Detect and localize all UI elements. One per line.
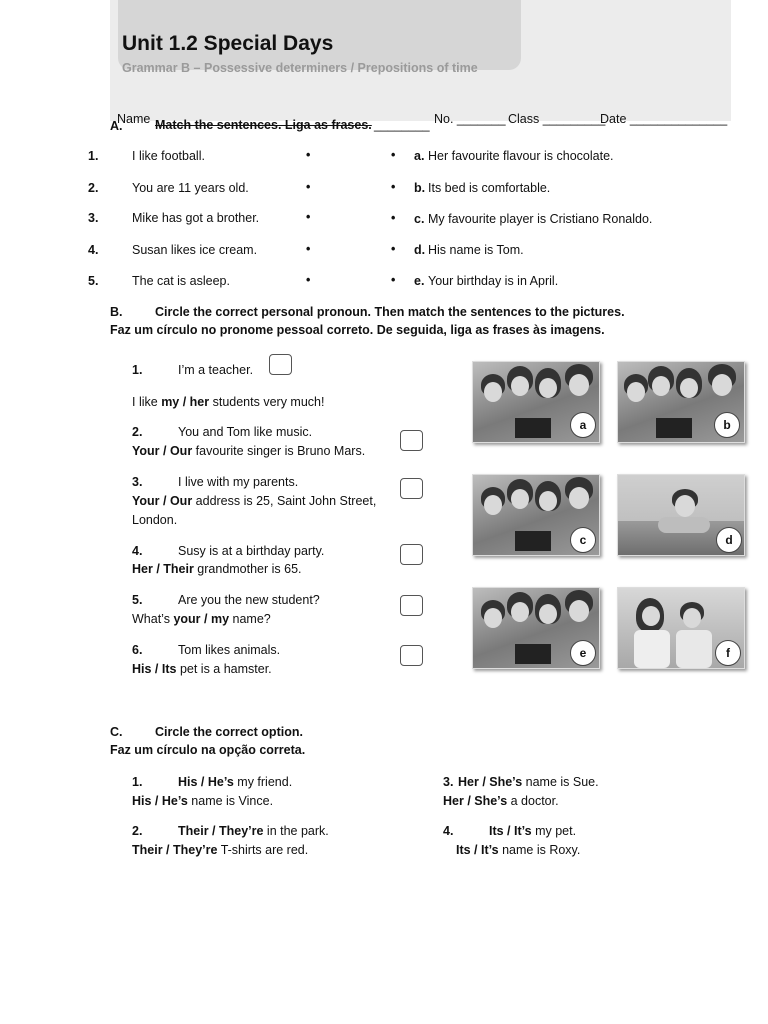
b-sentence-4: Her / Their grandmother is 65. [132, 562, 302, 576]
c-sentence-3b: Her / She’s a doctor. [443, 794, 559, 808]
a-left-num-5: 5. [88, 274, 99, 288]
section-a-instruction: Match the sentences. Liga as frases. [155, 118, 372, 132]
a-right-text-c: My favourite player is Cristiano Ronaldo. [428, 212, 653, 226]
b-num-4: 4. [132, 544, 143, 558]
section-b-letter: B. [110, 305, 123, 319]
picture-f[interactable] [617, 587, 745, 669]
c-choice-3a[interactable]: Her / She’s [458, 775, 523, 789]
a-left-text-3: Mike has got a brother. [132, 211, 260, 225]
section-c-instruction-en: Circle the correct option. [155, 725, 303, 739]
picture-d[interactable] [617, 474, 745, 556]
b-choice-1[interactable]: my / her [161, 395, 210, 409]
b-choice-5[interactable]: your / my [173, 612, 230, 626]
b-answer-box-4[interactable] [400, 544, 423, 565]
c-sentence-4a: Its / It’s my pet. [489, 824, 577, 838]
page-title: Unit 1.2 Special Days [122, 32, 334, 55]
picture-label-c: c [570, 527, 596, 553]
c-sentence-2a: Their / They’re in the park. [178, 824, 329, 838]
a-right-text-b: Its bed is comfortable. [428, 181, 551, 195]
picture-c[interactable] [472, 474, 600, 556]
b-answer-box-5[interactable] [400, 595, 423, 616]
class-field[interactable]: Class _________ [508, 112, 606, 126]
b-line1-6: Tom likes animals. [178, 643, 281, 657]
b-choice-4[interactable]: Her / Their [132, 562, 194, 576]
picture-label-d: d [716, 527, 742, 553]
a-right-letter-b: b. [414, 181, 426, 195]
b-num-3: 3. [132, 475, 143, 489]
name-blank[interactable]: ________ [374, 118, 430, 132]
picture-label-f: f [715, 640, 741, 666]
a-right-letter-e: e. [414, 274, 425, 288]
picture-label-e: e [570, 640, 596, 666]
a-left-dot-4[interactable]: • [306, 242, 311, 256]
a-right-letter-c: c. [414, 212, 425, 226]
c-sentence-2b: Their / They’re T-shirts are red. [132, 843, 309, 857]
c-choice-3b[interactable]: Her / She’s [443, 794, 508, 808]
c-sentence-3a: Her / She’s name is Sue. [458, 775, 599, 789]
b-num-2: 2. [132, 425, 143, 439]
c-choice-4a[interactable]: Its / It’s [489, 824, 532, 838]
c-num-4: 4. [443, 824, 454, 838]
a-right-dot-d[interactable]: • [391, 242, 396, 256]
a-right-text-d: His name is Tom. [428, 243, 524, 257]
a-left-dot-3[interactable]: • [306, 210, 311, 224]
section-b-instruction-en: Circle the correct personal pronoun. Then match the sentences to the pictures. [155, 305, 625, 319]
name-label: Name [117, 112, 151, 126]
c-sentence-1a: His / He’s my friend. [178, 775, 293, 789]
b-num-5: 5. [132, 593, 143, 607]
b-choice-3[interactable]: Your / Our [132, 494, 193, 508]
picture-b[interactable] [617, 361, 745, 443]
b-choice-2[interactable]: Your / Our [132, 444, 193, 458]
section-b-instruction-pt: Faz um círculo no pronome pessoal correto. De seguida, liga as frases às imagens. [110, 323, 605, 337]
b-sentence-1: I like my / her students very much! [132, 395, 325, 409]
picture-e[interactable] [472, 587, 600, 669]
b-num-6: 6. [132, 643, 143, 657]
picture-a[interactable] [472, 361, 600, 443]
b-answer-box-6[interactable] [400, 645, 423, 666]
picture-label-a: a [570, 412, 596, 438]
section-c-instruction-pt: Faz um círculo na opção correta. [110, 743, 306, 757]
c-num-1: 1. [132, 775, 143, 789]
b-sentence-2: Your / Our favourite singer is Bruno Mars. [132, 444, 366, 458]
a-right-dot-e[interactable]: • [391, 273, 396, 287]
a-left-num-3: 3. [88, 211, 99, 225]
a-left-text-4: Susan likes ice cream. [132, 243, 258, 257]
section-a-letter: A. [110, 119, 123, 133]
a-left-dot-2[interactable]: • [306, 180, 311, 194]
a-left-num-2: 2. [88, 181, 99, 195]
b-answer-box-2[interactable] [400, 430, 423, 451]
b-sentence-3-cont: London. [132, 513, 178, 527]
date-field[interactable]: Date ______________ [600, 112, 728, 126]
a-left-text-2: You are 11 years old. [132, 181, 249, 195]
b-choice-6[interactable]: His / Its [132, 662, 177, 676]
a-right-dot-c[interactable]: • [391, 211, 396, 225]
page-subtitle: Grammar B – Possessive determiners / Prepositions of time [122, 61, 478, 75]
c-choice-2a[interactable]: Their / They’re [178, 824, 264, 838]
c-choice-1a[interactable]: His / He’s [178, 775, 234, 789]
b-line1-5: Are you the new student? [178, 593, 320, 607]
a-left-num-1: 1. [88, 149, 99, 163]
no-field[interactable]: No. _______ [434, 112, 506, 126]
b-line1-4: Susy is at a birthday party. [178, 544, 325, 558]
a-right-dot-a[interactable]: • [391, 148, 396, 162]
c-choice-4b[interactable]: Its / It’s [456, 843, 499, 857]
c-choice-2b[interactable]: Their / They’re [132, 843, 218, 857]
a-left-dot-1[interactable]: • [306, 148, 311, 162]
b-line1-1: I’m a teacher. [178, 363, 254, 377]
c-sentence-4b: Its / It’s name is Roxy. [456, 843, 581, 857]
b-sentence-5: What’s your / my name? [132, 612, 271, 626]
picture-label-b: b [714, 412, 740, 438]
b-answer-box-1[interactable] [269, 354, 292, 375]
c-sentence-1b: His / He’s name is Vince. [132, 794, 274, 808]
a-left-text-5: The cat is asleep. [132, 274, 230, 288]
b-num-1: 1. [132, 363, 143, 377]
b-line1-3: I live with my parents. [178, 475, 299, 489]
b-sentence-3: Your / Our address is 25, Saint John Street, [132, 494, 377, 508]
a-right-dot-b[interactable]: • [391, 180, 396, 194]
c-num-2: 2. [132, 824, 143, 838]
c-choice-1b[interactable]: His / He’s [132, 794, 188, 808]
a-left-text-1: I like football. [132, 149, 205, 163]
a-right-letter-a: a. [414, 149, 425, 163]
a-right-letter-d: d. [414, 243, 426, 257]
a-left-num-4: 4. [88, 243, 99, 257]
b-answer-box-3[interactable] [400, 478, 423, 499]
a-right-text-a: Her favourite flavour is chocolate. [428, 149, 614, 163]
a-left-dot-5[interactable]: • [306, 273, 311, 287]
a-right-text-e: Your birthday is in April. [428, 274, 559, 288]
b-line1-2: You and Tom like music. [178, 425, 313, 439]
c-num-3: 3. [443, 775, 454, 789]
b-sentence-6: His / Its pet is a hamster. [132, 662, 272, 676]
section-c-letter: C. [110, 725, 123, 739]
